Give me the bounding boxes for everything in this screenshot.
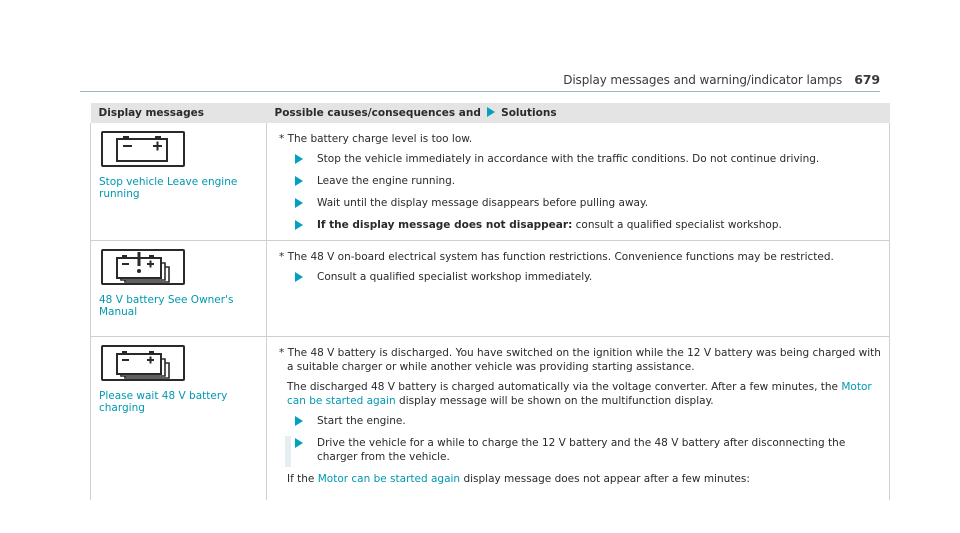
table-row	[91, 337, 890, 501]
solutions-arrow-icon	[487, 107, 495, 117]
arrow-right-icon	[295, 176, 303, 186]
solution-step	[279, 174, 881, 188]
display-message-reference: Motor can be started again	[317, 473, 461, 485]
solution-step	[279, 270, 881, 284]
table-row	[91, 241, 890, 337]
display-message-text: Stop vehicle Leave engine running	[99, 176, 238, 200]
step-bold-text: If the display message does not disappear:	[317, 219, 573, 231]
step-text: Wait until the display message disappears before pulling away.	[317, 197, 649, 209]
page-header	[0, 72, 880, 87]
arrow-right-icon	[295, 438, 303, 448]
step-text: Consult a qualified specialist workshop immediately.	[317, 271, 593, 283]
battery-icon	[101, 131, 185, 167]
col-header-causes	[267, 103, 890, 123]
arrow-right-icon	[295, 416, 303, 426]
arrow-right-icon	[295, 220, 303, 230]
display-message-text: 48 V battery See Owner's Manual	[99, 294, 234, 318]
header-rule	[80, 91, 880, 92]
cause-text: * The 48 V battery is discharged. You have switched on the ignition while the 12 V battery was being charged with a suitable charger or while another vehicle was providing starting assistance.	[279, 347, 881, 373]
arrow-right-icon	[295, 272, 303, 282]
info-text: The discharged 48 V battery is charged automatically via the voltage converter. After a few minutes, the Motor can be started again display message will be shown on the multifunction display.	[287, 381, 872, 407]
48v-battery-icon	[101, 345, 185, 381]
step-text: Stop the vehicle immediately in accordance with the traffic conditions. Do not continue driving.	[317, 153, 820, 165]
step-text: Start the engine.	[317, 415, 406, 427]
col-header-solutions: Solutions	[501, 107, 557, 119]
step-text: Leave the engine running.	[317, 175, 456, 187]
col-header-display-messages: Display messages	[91, 103, 267, 123]
table-row	[91, 123, 890, 241]
display-messages-table	[90, 103, 890, 500]
display-message-text: Please wait 48 V battery charging	[99, 390, 228, 414]
step-text: Drive the vehicle for a while to charge the 12 V battery and the 48 V battery after disconnecting the charger from the vehicle.	[317, 437, 846, 463]
causes-solutions-cell	[267, 241, 890, 337]
cause-text: * The 48 V on-board electrical system has function restrictions. Convenience functions may be restricted.	[279, 251, 834, 263]
causes-solutions-cell	[267, 123, 890, 241]
display-message-cell	[91, 337, 267, 501]
solution-step	[279, 218, 881, 232]
display-message-reference: Motor can be started again	[287, 381, 872, 407]
causes-solutions-cell	[267, 337, 890, 501]
solution-step	[279, 414, 881, 428]
page-number: 679	[854, 72, 880, 87]
step-text: consult a qualified specialist workshop.	[575, 219, 782, 231]
arrow-right-icon	[295, 198, 303, 208]
solution-step	[279, 196, 881, 210]
arrow-right-icon	[295, 154, 303, 164]
trailing-text: If the Motor can be started again display message does not appear after a few minutes:	[287, 473, 750, 485]
display-message-cell	[91, 123, 267, 241]
solution-step	[279, 436, 881, 464]
display-message-cell	[91, 241, 267, 337]
header-title: Display messages and warning/indicator lamps	[563, 73, 843, 87]
48v-battery-warning-icon	[101, 249, 185, 285]
cause-text: * The battery charge level is too low.	[279, 133, 473, 145]
col-header-causes-text: Possible causes/consequences and	[274, 107, 481, 119]
solution-step	[279, 152, 881, 166]
